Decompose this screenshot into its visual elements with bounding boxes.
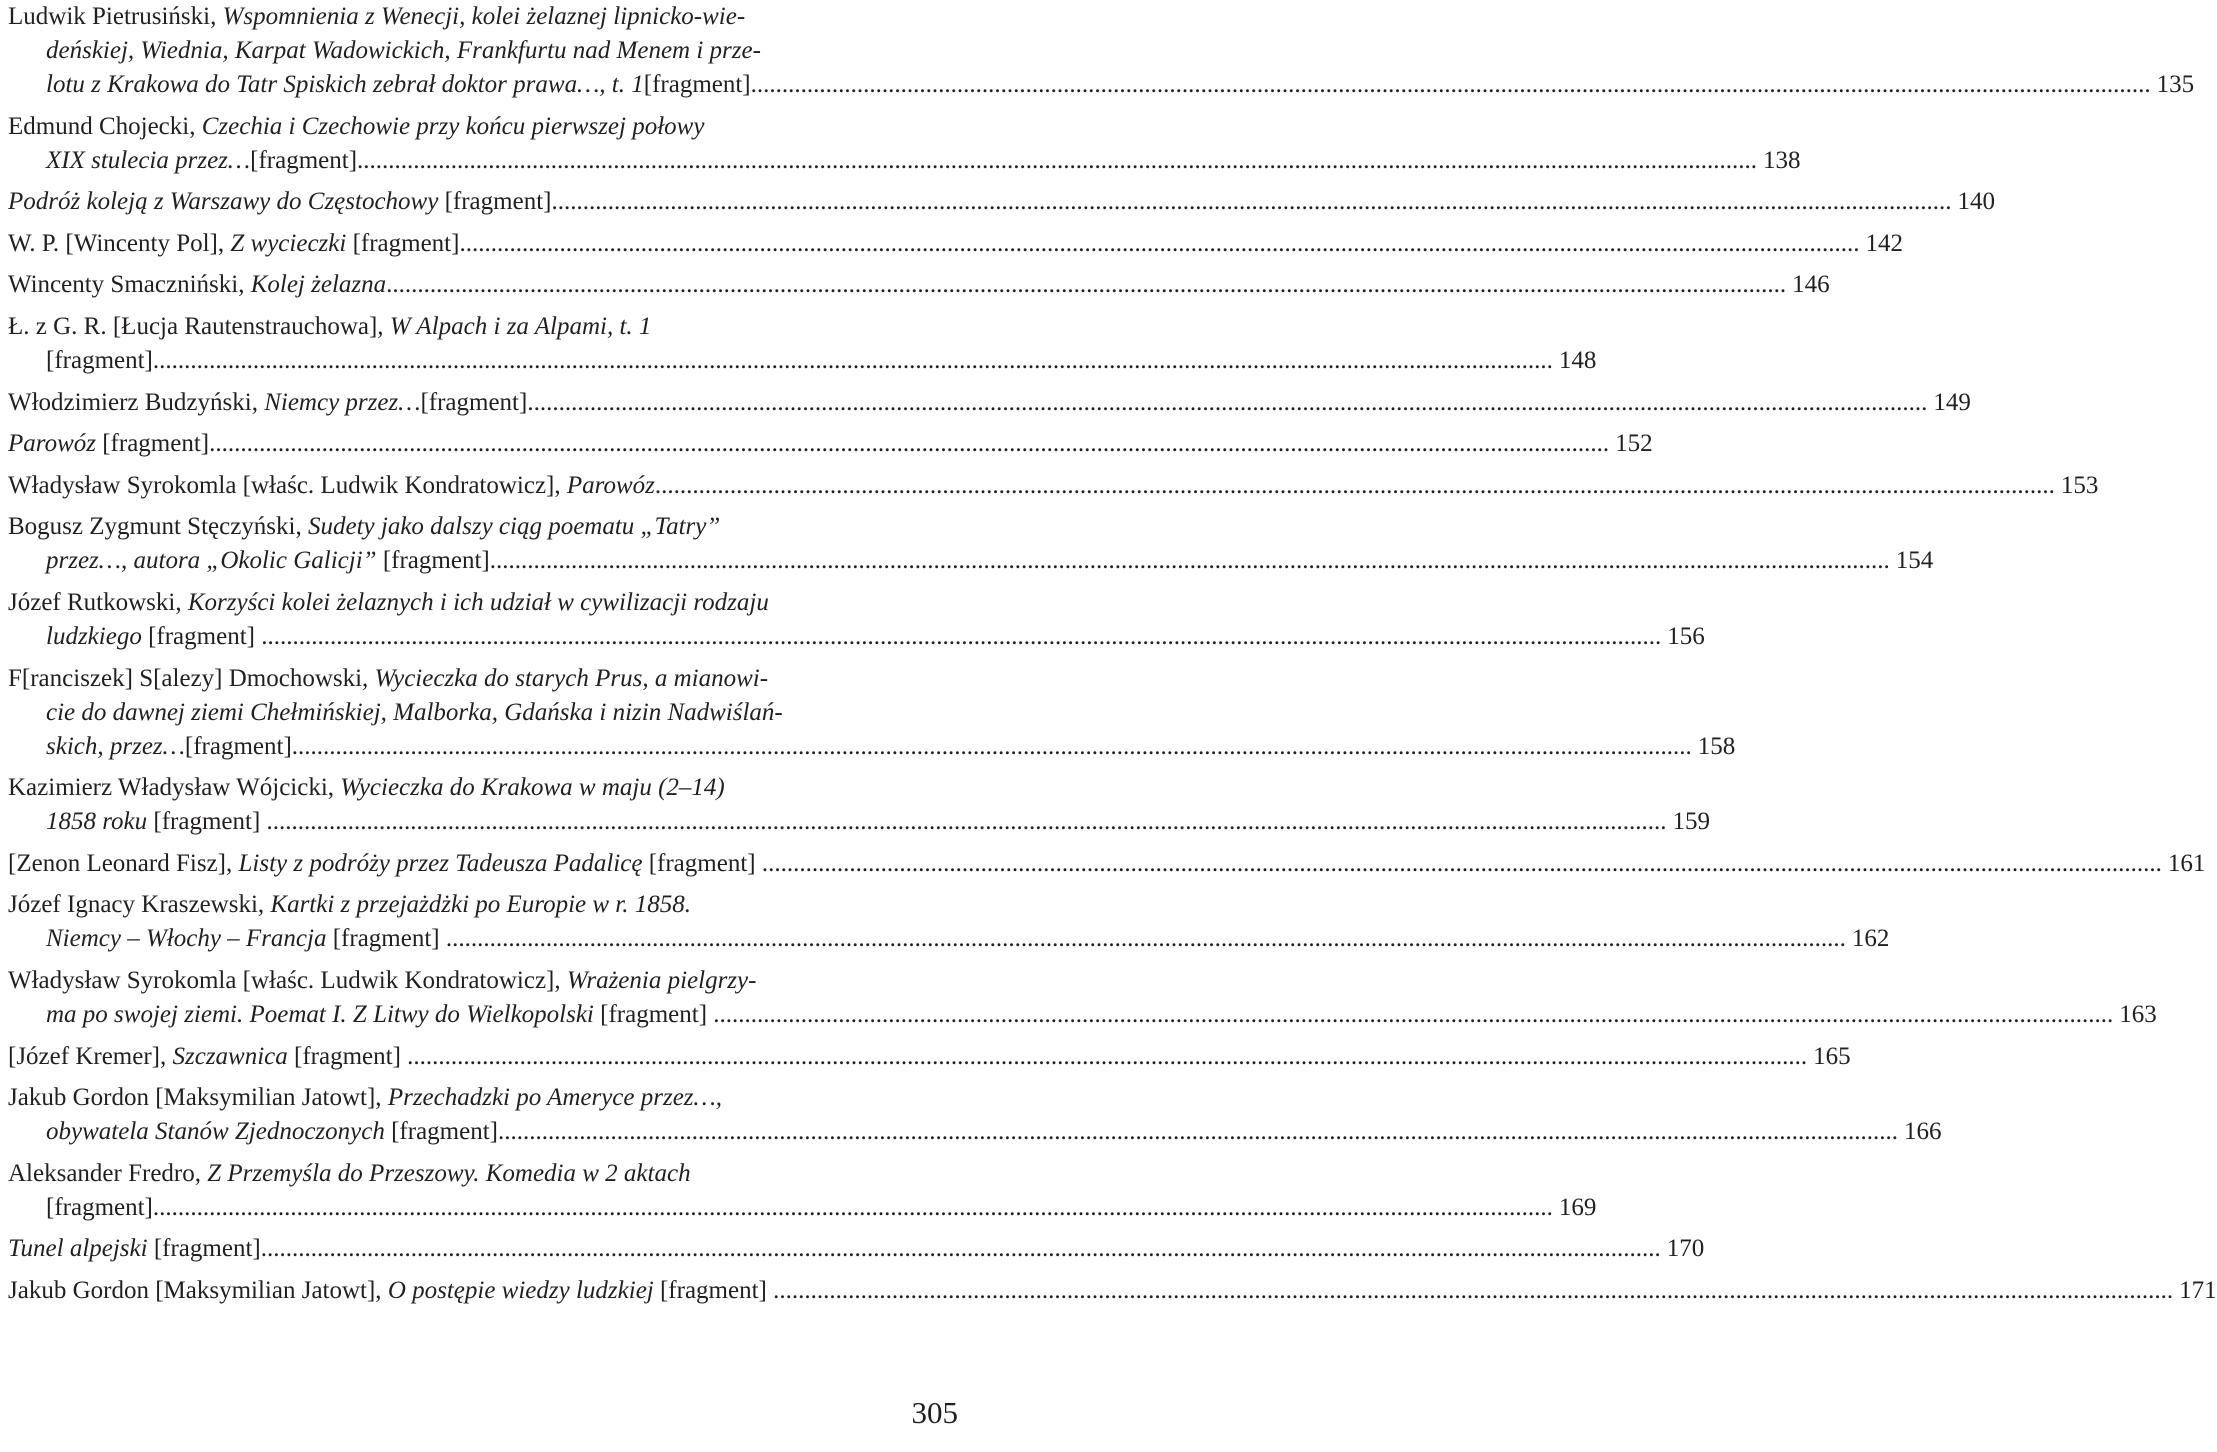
work-title: cie do dawnej ziemi Chełmińskiej, Malborka, Gdańska i nizin Nadwiślań- xyxy=(46,698,783,726)
work-title: XIX stulecia przez… xyxy=(46,146,251,174)
entry-text: Władysław Syrokomla [właśc. Ludwik Kondratowicz], xyxy=(8,471,567,499)
dot-leader xyxy=(498,1118,1898,1145)
dot-leader xyxy=(261,623,1661,650)
entry-text: [fragment] xyxy=(593,1000,714,1028)
toc-entry xyxy=(8,310,1597,378)
entry-text: Jakub Gordon [Maksymilian Jatowt], xyxy=(8,1084,388,1112)
work-title: obywatela Stanów Zjednoczonych xyxy=(46,1118,385,1146)
dot-leader xyxy=(292,733,1692,760)
work-title: Wspomnienia z Wenecji, kolei żelaznej lipnicko-wie- xyxy=(222,3,746,30)
toc-page-number: 154 xyxy=(1895,547,1934,575)
work-title: Wycieczka do Krakowa w maju (2–14) xyxy=(340,774,725,802)
dot-leader xyxy=(655,472,2055,499)
entry-text: [fragment] xyxy=(184,732,292,760)
entry-text: [fragment] xyxy=(46,1193,153,1221)
toc-entry-text xyxy=(8,850,762,877)
toc-entry-line xyxy=(8,310,908,344)
toc-entry-text xyxy=(46,925,446,952)
entry-text: [fragment] xyxy=(420,388,528,416)
work-title: Kartki z przejażdżki po Europie w r. 1858. xyxy=(270,891,692,919)
entry-text: [fragment] xyxy=(346,229,460,257)
toc-entry-final-line xyxy=(8,344,1597,378)
dot-leader xyxy=(357,147,1757,174)
toc-page-number: 152 xyxy=(1615,430,1653,458)
toc-entry-final-line xyxy=(8,847,2206,881)
work-title: Tunel alpejski xyxy=(8,1235,148,1263)
entry-text: [Józef Kremer], xyxy=(8,1042,173,1070)
toc-entry-text xyxy=(46,71,751,98)
toc-entry-final-line xyxy=(8,998,2157,1032)
entry-text: Wincenty Smaczniński, xyxy=(8,271,251,299)
toc-entry xyxy=(8,185,1995,219)
toc-page-number: 149 xyxy=(1933,388,1971,416)
entry-text: Ludwik Pietrusiński, xyxy=(8,3,223,30)
toc-entry-final-line xyxy=(8,68,2195,102)
entry-text: Ł. z G. R. [Łucja Rautenstrauchowa], xyxy=(8,312,390,340)
toc-page-number: 138 xyxy=(1763,146,1801,174)
toc-entry-text xyxy=(8,271,386,298)
entry-text: Władysław Syrokomla [właśc. Ludwik Kondratowicz], xyxy=(8,966,567,994)
toc-page-number: 170 xyxy=(1666,1235,1705,1263)
work-title: Parowóz xyxy=(8,430,96,458)
toc-entry-text xyxy=(8,1043,407,1070)
toc-page-number: 162 xyxy=(1851,925,1890,953)
entry-text: Edmund Chojecki, xyxy=(8,112,202,140)
entry-text: [fragment] xyxy=(95,430,210,458)
toc-entry-final-line xyxy=(8,427,1653,461)
toc-page-number: 166 xyxy=(1903,1118,1942,1146)
toc-entry-line xyxy=(8,1081,908,1115)
toc-entry xyxy=(8,847,2206,881)
toc-page-number: 148 xyxy=(1558,346,1597,374)
entry-text: [fragment] xyxy=(141,622,262,650)
work-title: O postępie wiedzy ludzkiej xyxy=(387,1276,654,1304)
toc-page-number: 169 xyxy=(1558,1193,1597,1221)
work-title: Przechadzki po Ameryce przez…, xyxy=(387,1084,723,1112)
work-title: lotu z Krakowa do Tatr Spiskich zebrał doktor prawa…, t. 1 xyxy=(46,71,644,98)
toc-entry-text xyxy=(46,1118,498,1145)
toc-entry-final-line xyxy=(8,268,1830,302)
toc-entry xyxy=(8,1232,1705,1266)
work-title: Korzyści kolei żelaznych i ich udział w cywilizacji rodzaju xyxy=(187,588,769,616)
toc-entry-text xyxy=(46,147,357,174)
work-title: Niemcy przez… xyxy=(264,388,421,416)
toc-entry-final-line xyxy=(8,469,2099,503)
work-title: Kolej żelazna xyxy=(250,271,387,299)
toc-entry-text xyxy=(8,472,655,499)
toc-entry xyxy=(8,110,1801,178)
dot-leader xyxy=(762,850,2162,877)
entry-text: Bogusz Zygmunt Stęczyński, xyxy=(8,513,308,541)
entry-text: Jakub Gordon [Maksymilian Jatowt], xyxy=(8,1276,388,1304)
toc-entry xyxy=(8,427,1653,461)
toc-page-number: 140 xyxy=(1957,188,1995,216)
entry-text: [fragment] xyxy=(250,146,358,174)
toc-entry-line xyxy=(8,110,908,144)
toc-entry xyxy=(8,964,2157,1032)
toc-entry-text xyxy=(8,389,527,416)
work-title: Z wycieczki xyxy=(230,229,347,257)
entry-text: W. P. [Wincenty Pol], xyxy=(8,229,231,257)
work-title: Czechia i Czechowie przy końcu pierwszej połowy xyxy=(201,112,705,140)
work-title: Parowóz xyxy=(566,471,655,499)
toc-entry-final-line xyxy=(8,386,1971,420)
toc-page-number: 135 xyxy=(2156,71,2195,98)
toc-entry-text xyxy=(46,623,261,650)
toc-entry xyxy=(8,1040,1851,1074)
dot-leader xyxy=(267,808,1667,835)
work-title: przez…, autora „Okolic Galicji” xyxy=(46,547,377,575)
toc-entry-text xyxy=(8,230,459,257)
dot-leader xyxy=(153,347,1553,374)
toc-entry-line xyxy=(8,888,908,922)
table-of-contents xyxy=(8,0,2217,1315)
toc-entry xyxy=(8,1081,1942,1149)
dot-leader xyxy=(209,430,1609,457)
toc-page-number: 156 xyxy=(1667,622,1705,650)
work-title: W Alpach i za Alpami, t. 1 xyxy=(389,312,652,340)
toc-entry-line xyxy=(8,510,908,544)
toc-entry-line xyxy=(8,586,908,620)
toc-entry-final-line xyxy=(8,185,1995,219)
dot-leader xyxy=(713,1001,2113,1028)
work-title: deńskiej, Wiednia, Karpat Wadowickich, Frankfurtu nad Menem i prze- xyxy=(46,37,761,64)
entry-text: [fragment] xyxy=(384,1118,498,1146)
toc-entry-line xyxy=(8,771,908,805)
work-title: Wycieczka do starych Prus, a mianowi- xyxy=(374,664,769,692)
toc-entry-text xyxy=(46,1001,713,1028)
toc-entry-final-line xyxy=(8,227,1903,261)
toc-entry-final-line xyxy=(8,1232,1705,1266)
dot-leader xyxy=(551,188,1951,215)
dot-leader xyxy=(261,1235,1661,1262)
toc-page-number: 165 xyxy=(1813,1042,1851,1070)
entry-text: [fragment] xyxy=(376,547,490,575)
toc-entry-line xyxy=(8,0,908,34)
toc-entry-final-line xyxy=(8,922,1890,956)
toc-entry-text xyxy=(46,733,292,760)
work-title: 1858 roku xyxy=(46,808,148,836)
entry-text: [fragment] xyxy=(287,1042,408,1070)
toc-page-number: 171 xyxy=(2179,1276,2217,1304)
dot-leader xyxy=(446,925,1846,952)
work-title: Podróż koleją z Warszawy do Częstochowy xyxy=(8,188,439,216)
work-title: Wrażenia pielgrzy- xyxy=(566,966,757,994)
dot-leader xyxy=(153,1194,1553,1221)
toc-page-number: 159 xyxy=(1672,808,1711,836)
dot-leader xyxy=(773,1277,2173,1304)
toc-entry-text xyxy=(46,1194,153,1221)
toc-entry xyxy=(8,386,1971,420)
toc-entry-line xyxy=(8,1157,908,1191)
entry-text: [fragment] xyxy=(438,188,552,216)
toc-page-number: 161 xyxy=(2167,849,2206,877)
toc-page-number: 153 xyxy=(2060,471,2099,499)
toc-entry-text xyxy=(8,188,551,215)
entry-text: [fragment] xyxy=(653,1276,774,1304)
toc-entry xyxy=(8,227,1903,261)
toc-entry-final-line xyxy=(8,730,1736,764)
toc-entry-line xyxy=(8,34,908,68)
toc-entry xyxy=(8,268,1830,302)
toc-entry xyxy=(8,771,1711,839)
entry-text: [fragment] xyxy=(147,808,267,836)
entry-text: Józef Ignacy Kraszewski, xyxy=(8,891,271,919)
dot-leader xyxy=(751,71,2151,98)
toc-entry xyxy=(8,510,1934,578)
toc-entry-final-line xyxy=(8,1191,1597,1225)
entry-text: [Zenon Leonard Fisz], xyxy=(8,849,239,877)
entry-text: [fragment] xyxy=(147,1235,261,1263)
toc-entry-text xyxy=(46,347,153,374)
toc-entry-text xyxy=(46,547,490,574)
entry-text: Włodzimierz Budzyński, xyxy=(8,388,265,416)
toc-entry-final-line xyxy=(8,144,1801,178)
entry-text: [fragment] xyxy=(642,849,762,877)
toc-entry-text xyxy=(8,1235,261,1262)
toc-entry-line xyxy=(8,662,908,696)
entry-text: [fragment] xyxy=(326,925,446,953)
dot-leader xyxy=(407,1043,1807,1070)
dot-leader xyxy=(459,230,1859,257)
toc-entry xyxy=(8,1157,1597,1225)
toc-entry-final-line xyxy=(8,1274,2217,1308)
work-title: Listy z podróży przez Tadeusza Padalicę xyxy=(238,849,643,877)
dot-leader xyxy=(386,271,1786,298)
work-title: Szczawnica xyxy=(172,1042,288,1070)
toc-entry-line xyxy=(8,696,908,730)
dot-leader xyxy=(527,389,1927,416)
dot-leader xyxy=(490,547,1890,574)
entry-text: F[ranciszek] S[alezy] Dmochowski, xyxy=(8,664,375,692)
toc-entry xyxy=(8,662,1736,764)
toc-page-number: 158 xyxy=(1697,732,1736,760)
toc-entry xyxy=(8,1274,2217,1308)
work-title: Z Przemyśla do Przeszowy. Komedia w 2 aktach xyxy=(207,1159,691,1187)
work-title: ma po swojej ziemi. Poemat I. Z Litwy do Wielkopolski xyxy=(46,1000,594,1028)
toc-entry-final-line xyxy=(8,620,1705,654)
toc-entry-final-line xyxy=(8,1040,1851,1074)
entry-text: Kazimierz Władysław Wójcicki, xyxy=(8,774,341,802)
toc-entry-text xyxy=(8,1277,773,1304)
page-number: 305 xyxy=(911,1395,958,1430)
toc-page-number: 146 xyxy=(1792,271,1830,299)
work-title: skich, przez… xyxy=(46,732,185,760)
toc-entry-line xyxy=(8,964,908,998)
toc-entry xyxy=(8,888,1890,956)
toc-page-number: 163 xyxy=(2119,1000,2157,1028)
toc-entry-final-line xyxy=(8,1115,1942,1149)
work-title: Sudety jako dalszy ciąg poematu „Tatry” xyxy=(307,513,721,541)
entry-text: [fragment] xyxy=(46,346,153,374)
work-title: ludzkiego xyxy=(46,622,142,650)
toc-entry xyxy=(8,0,2195,102)
toc-entry xyxy=(8,586,1705,654)
toc-entry-text xyxy=(46,808,267,835)
work-title: Niemcy – Włochy – Francja xyxy=(46,925,327,953)
toc-entry-final-line xyxy=(8,805,1711,839)
toc-page-number: 142 xyxy=(1865,229,1903,257)
entry-text: [fragment] xyxy=(643,71,751,98)
toc-entry-text xyxy=(8,430,209,457)
toc-entry xyxy=(8,469,2099,503)
entry-text: Aleksander Fredro, xyxy=(8,1159,208,1187)
toc-entry-final-line xyxy=(8,544,1934,578)
entry-text: Józef Rutkowski, xyxy=(8,588,188,616)
